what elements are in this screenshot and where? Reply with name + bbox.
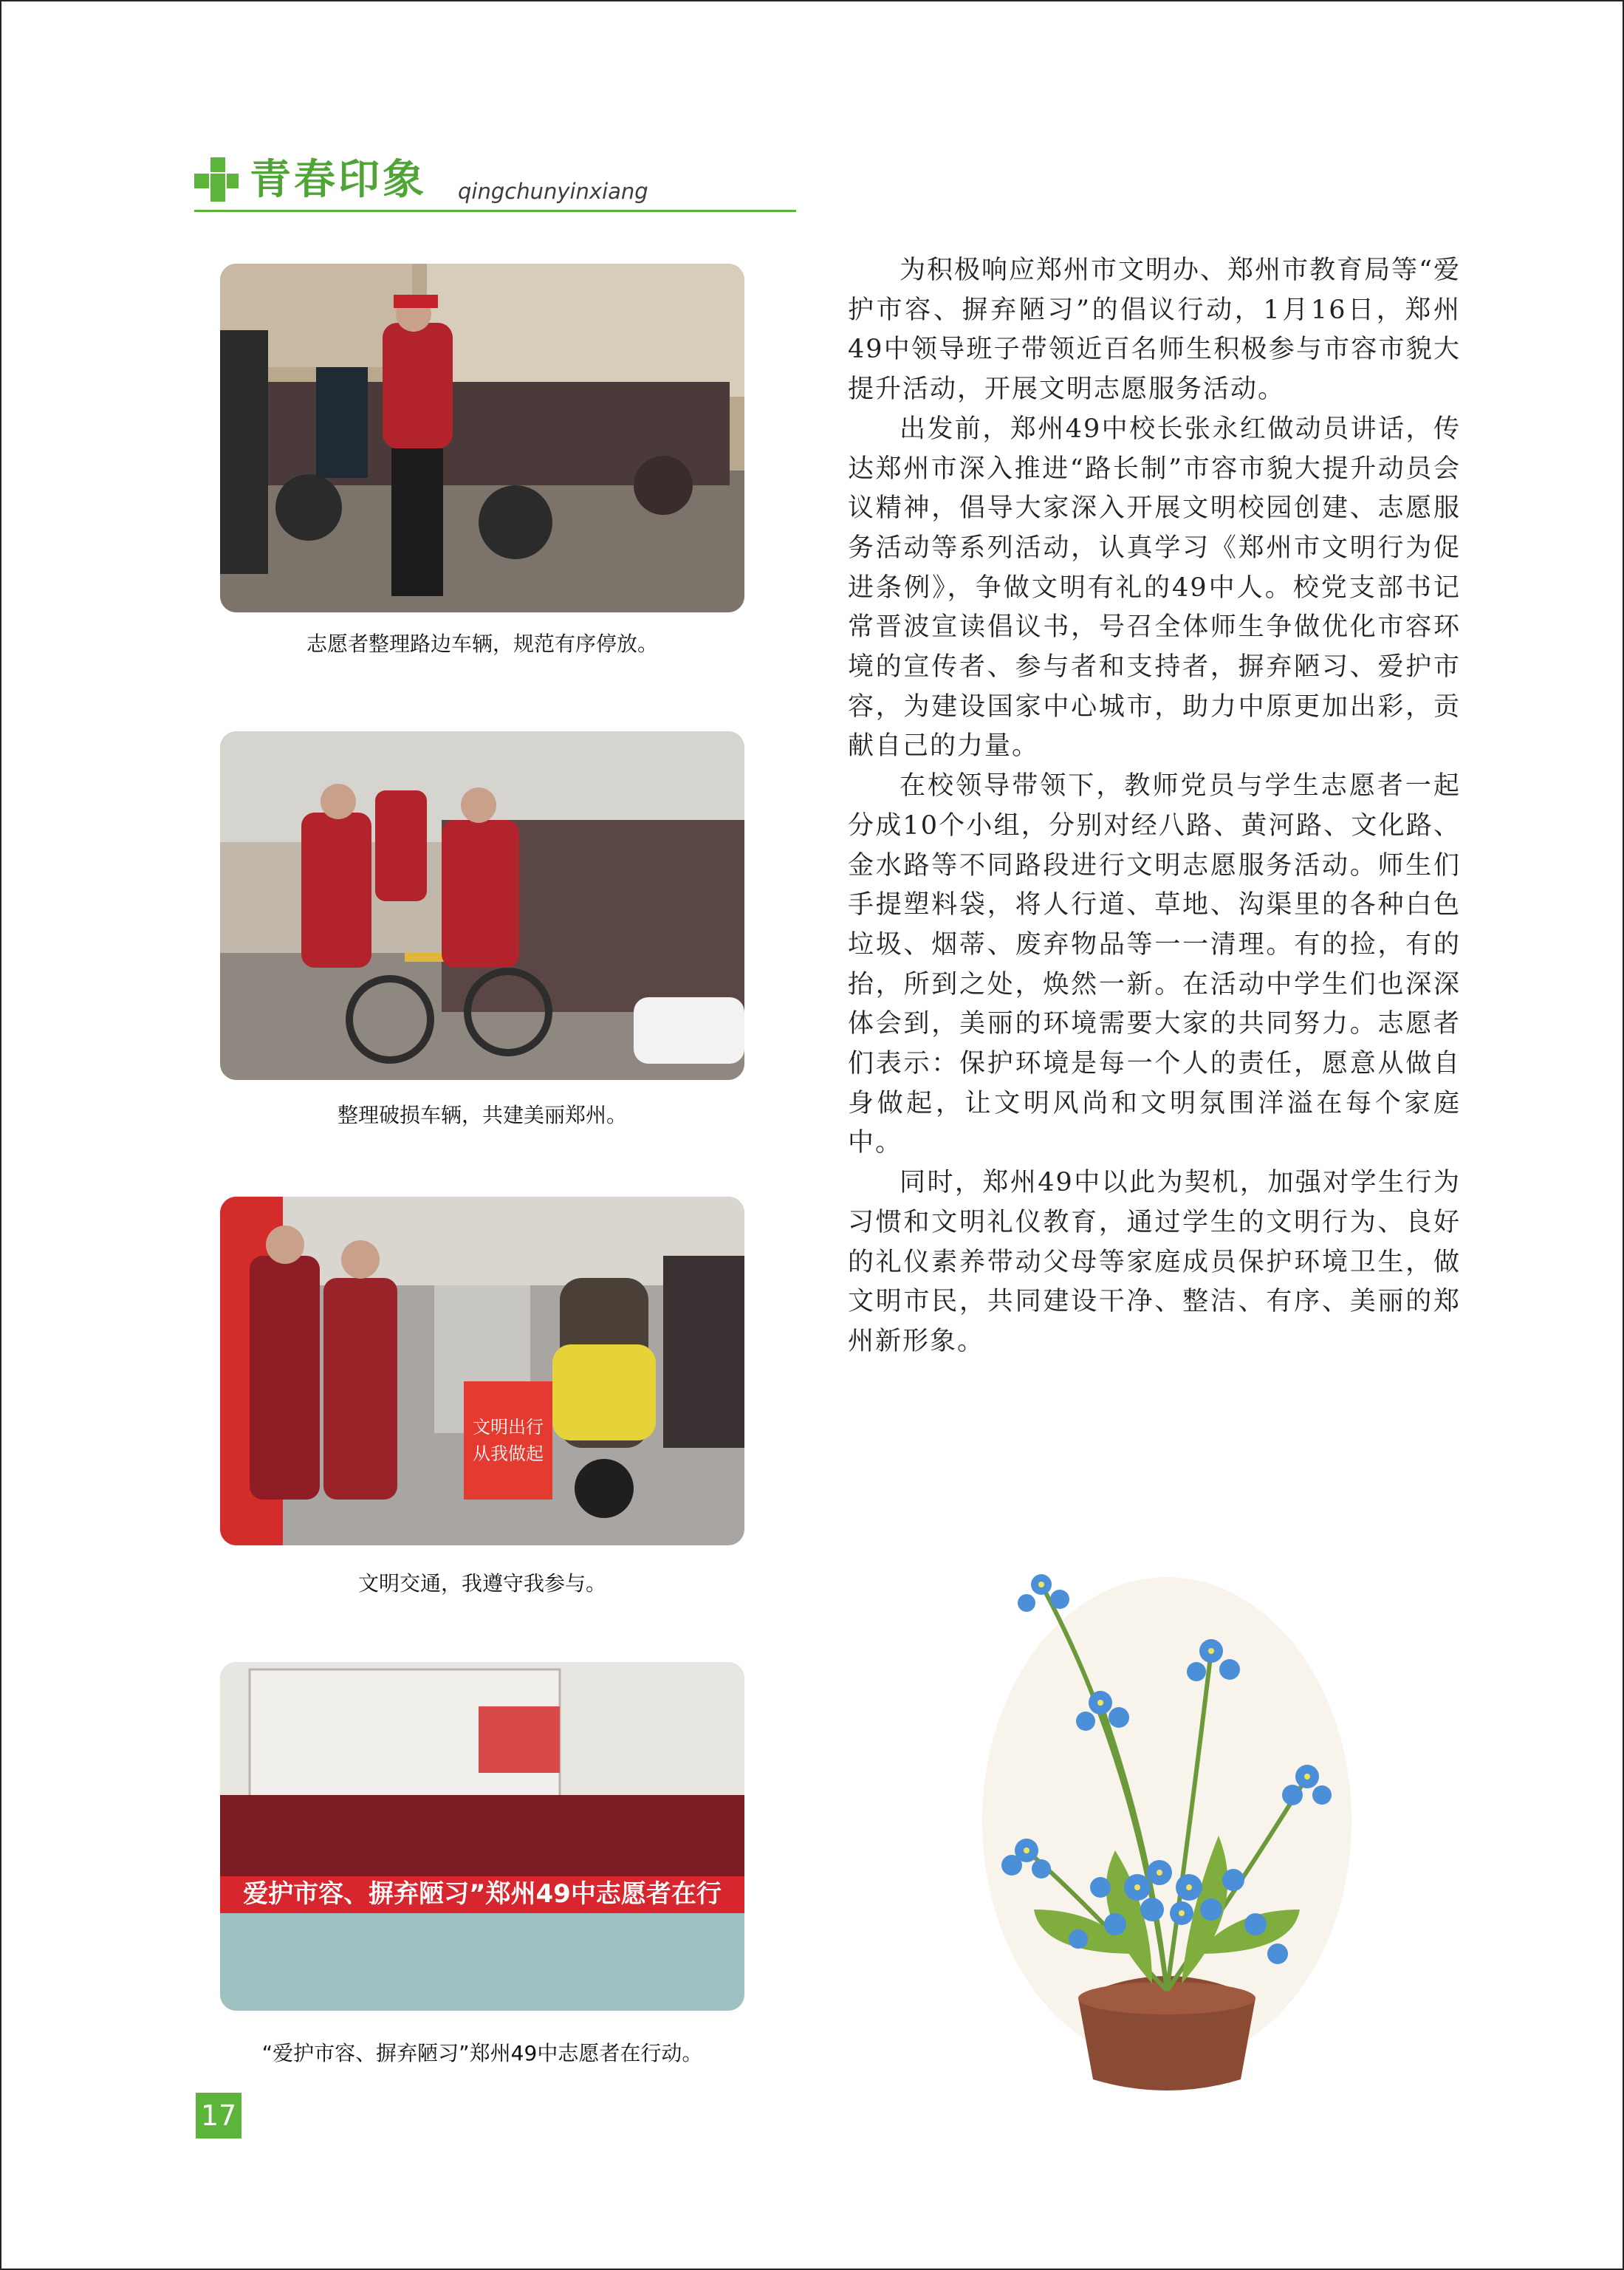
page-number: 17 bbox=[196, 2093, 241, 2139]
photo-repair-bikes bbox=[220, 731, 744, 1080]
photo-traffic-volunteers bbox=[220, 1197, 744, 1545]
forget-me-not-illustration bbox=[967, 1540, 1366, 2102]
sign-text-line1: 文明出行 bbox=[473, 1417, 544, 1437]
photo-parking-bikes bbox=[220, 264, 744, 612]
photo-group-banner bbox=[220, 1662, 744, 2011]
article-paragraph-4: 同时，郑州49中以此为契机，加强对学生行为习惯和文明礼仪教育，通过学生的文明行为、良好的礼仪素养带动父母等家庭成员保护环境卫生，做文明市民，共同建设干净、整洁、有序、美丽的郑州新形象。 bbox=[848, 1168, 1461, 1356]
banner-text: 爱护市容、摒弃陋习”郑州49中志愿者在行 bbox=[243, 1879, 722, 1909]
section-title: 青春印象 bbox=[250, 155, 427, 204]
green-cross-logo-icon bbox=[194, 157, 239, 202]
article-paragraph-2: 出发前，郑州49中校长张永红做动员讲话，传达郑州市深入推进“路长制”市容市貌大提升动员会议精神，倡导大家深入开展文明校园创建、志愿服务活动等系列活动，认真学习《郑州市文明行为促进条例》，争做文明有礼的49中人。校党支部书记常晋波宣读倡议书，号召全体师生争做优化市容环境的宣传者、参与者和支持者，摒弃陋习、爱护市容，为建设国家中心城市，助力中原更加出彩，贡献自己的力量。 bbox=[848, 414, 1461, 762]
header-divider bbox=[194, 210, 796, 212]
article-paragraph-3: 在校领导带领下，教师党员与学生志愿者一起分成10个小组，分别对经八路、黄河路、文化路、金水路等不同路段进行文明志愿服务活动。师生们手提塑料袋，将人行道、草地、沟渠里的各种白色垃圾、烟蒂、废弃物品等一一清理。有的捡，有的抬，所到之处，焕然一新。在活动中学生们也深深体会到，美丽的环境需要大家的共同努力。志愿者们表示：保护环境是每一个人的责任，愿意从做自身做起，让文明风尚和文明氛围洋溢在每个家庭中。 bbox=[848, 771, 1461, 1158]
photo-caption-2: 整理破损车辆，共建美丽郑州。 bbox=[337, 1103, 627, 1127]
photo-caption-3: 文明交通，我遵守我参与。 bbox=[357, 1571, 606, 1596]
sign-text-line2: 从我做起 bbox=[473, 1443, 544, 1464]
photo-caption-1: 志愿者整理路边车辆，规范有序停放。 bbox=[306, 632, 658, 656]
article-paragraph-1: 为积极响应郑州市文明办、郑州市教育局等“爱护市容、摒弃陋习”的倡议行动，1月16日，郑州49中领导班子带领近百名师生积极参与市容市貌大提升活动，开展文明志愿服务活动。 bbox=[848, 256, 1461, 405]
photo-caption-4: “爱护市容、摒弃陋习”郑州49中志愿者在行动。 bbox=[261, 2041, 703, 2065]
section-pinyin: qingchunyinxiang bbox=[458, 179, 648, 204]
article-body bbox=[848, 251, 1461, 1362]
